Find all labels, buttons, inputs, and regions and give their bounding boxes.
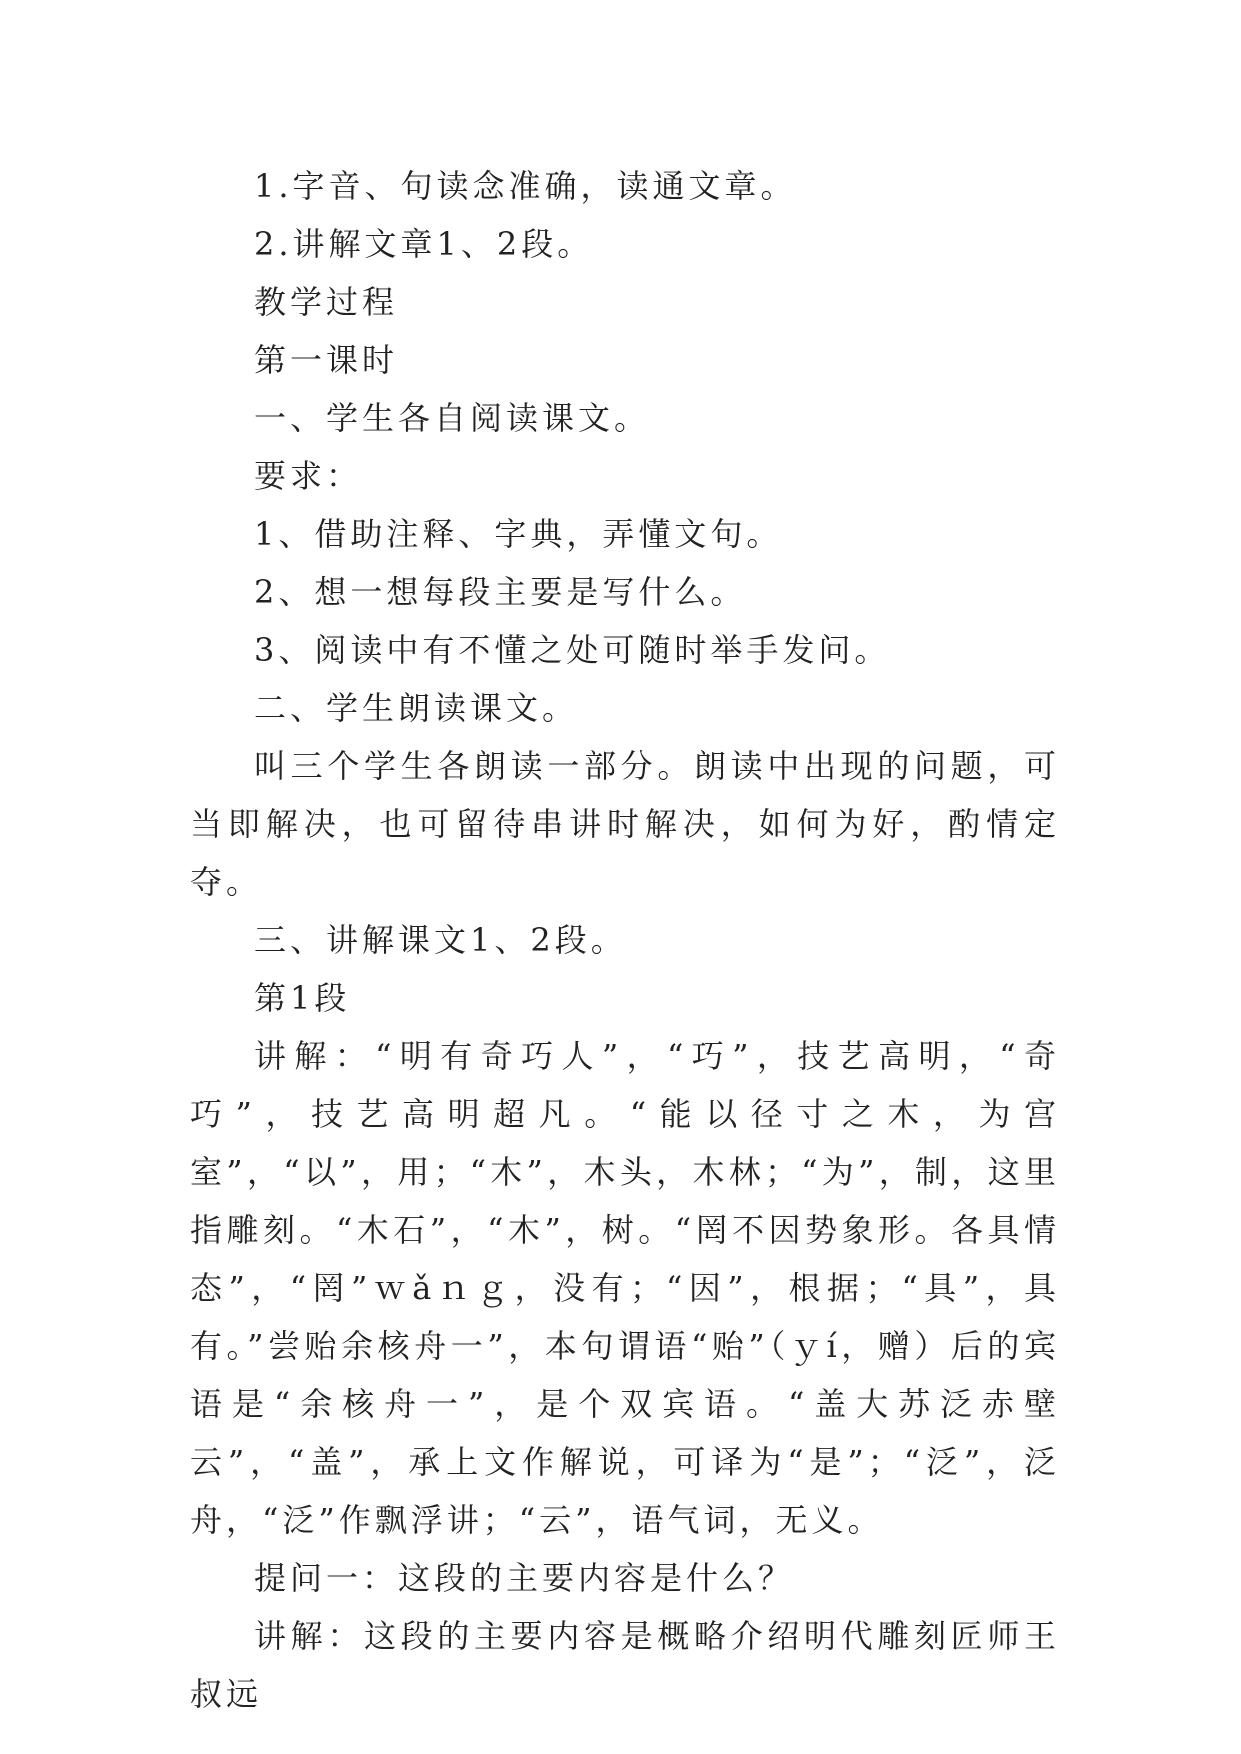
heading-section-1: 第1段 [254,979,351,1017]
paragraph-step-one: 一、学生各自阅读课文。 [254,399,651,437]
document-body [190,157,1060,1723]
paragraph-reading-note: 叫三个学生各朗读一部分。朗读中出现的问题，可当即解决，也可留待串讲时解决，如何为好，酌情定夺。 [190,747,1060,901]
paragraph-requirements: 要求： [254,457,363,495]
paragraph-answer-1: 讲解：这段的主要内容是概略介绍明代雕刻匠师王叔远 [190,1617,1060,1713]
paragraph-step-three: 三、讲解课文1、2段。 [254,921,627,959]
paragraph-requirement-3: 3、阅读中有不懂之处可随时举手发问。 [254,631,891,669]
paragraph-objective-2: 2.讲解文章1、2段。 [254,225,594,263]
paragraph-requirement-1: 1、借助注释、字典，弄懂文句。 [254,515,783,553]
heading-teaching-process: 教学过程 [254,283,399,321]
paragraph-step-two: 二、学生朗读课文。 [254,689,579,727]
paragraph-explanation: 讲解：“明有奇巧人”，“巧”，技艺高明，“奇巧”，技艺高明超凡。“能以径寸之木，为宫室”，“以”，用；“木”，木头，木林；“为”，制，这里指雕刻。“木石”，“木”，树。“罔不因势象形。各具情态”，“罔”ｗǎｎｇ，没有；“因”，根据；“具”，具有。”尝贻余核舟一”，本句谓语“贻”（ｙí，赠）后的宾语是“余核舟一”，是个双宾语。“盖大苏泛赤壁云”，“盖”，承上文作解说，可译为“是”；“泛”，泛舟，“泛”作飘浮讲；“云”，语气词，无义。 [190,1037,1060,1539]
paragraph-question-1: 提问一：这段的主要内容是什么？ [254,1559,795,1597]
paragraph-objective-1: 1.字音、句读念准确，读通文章。 [254,167,797,205]
heading-first-lesson: 第一课时 [254,341,399,379]
paragraph-requirement-2: 2、想一想每段主要是写什么。 [254,573,747,611]
